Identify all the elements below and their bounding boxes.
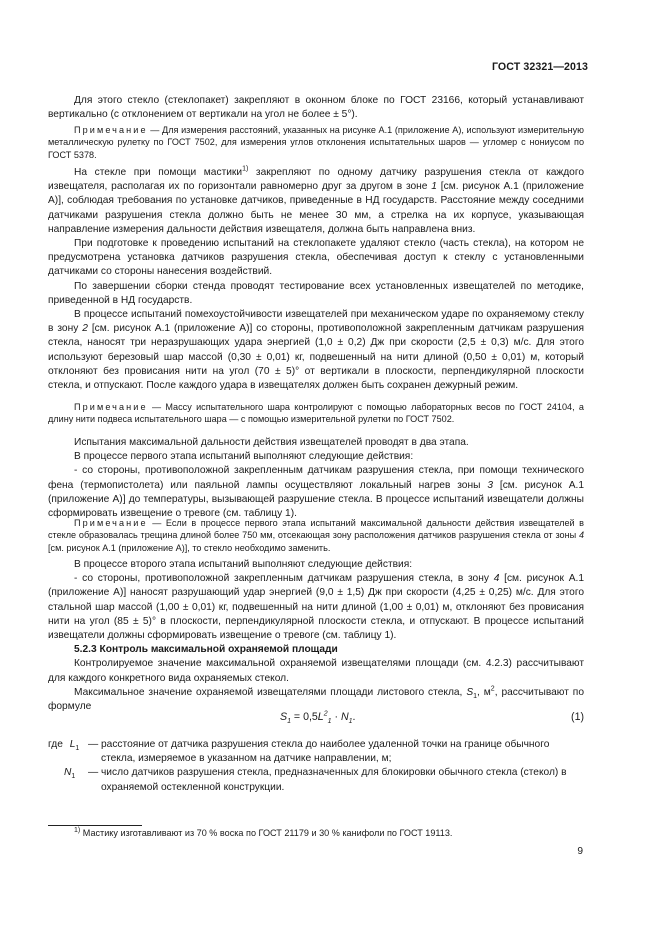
note-text: — Для измерения расстояний, указанных на рисунке А.1 (приложение А), используют измерительную металлическую рулетку по ГОСТ 7502, для измерения углов отклонения испытательных шаров — угломер с нониусом по ГОСТ 5378. — [48, 125, 584, 160]
section-body-2 — [48, 436, 584, 521]
note-mass — [48, 401, 584, 426]
note-crack: Примечание — Если в процессе первого этапа испытаний максимальной дальности действия извещателей в стекле образовалась трещина длиной более 750 мм, отсекающая зону расположения датчиков разрушения стекла от зоны 4 [см. рисунок А.1 (приложение А)], то стекло необходимо заменить. — [48, 518, 584, 553]
paragraph-sensors: На стекле при помощи мастики$^{1)}$ закрепляют по одному датчику разрушения стекла от каждого извещателя, располагая их по горизонтали равномерно друг за другом в зоне 1 [см. рисунок А.1 (приложение А)], соблюдая требования по установке датчиков, приведенные в НД государств. Расстояние между соседними датчиками разрушения стекла должно быть не менее 30 мм, а стрелка на их корпусе, указывающая направление измерения дальности действия извещателя, должна быть направлена вниз. — [48, 165, 584, 235]
paragraph-mounting: Для этого стекло (стеклопакет) закрепляют в оконном блоке по ГОСТ 23166, который устанавливают вертикально (с отклонением от вертикали на угол не более ± 5°). — [48, 95, 584, 121]
paragraph-stage1-intro: В процессе первого этапа испытаний выполняют следующие действия: — [74, 451, 414, 463]
paragraph-impact: В процессе испытаний помехоустойчивости извещателей при механическом ударе по охраняемому стеклу в зону 2 [см. рисунок А.1 (приложение А)] со стороны, противоположной закрепленным датчикам разрушения стекла, наносят три неразрушающих удара энергией (1,0 ± 0,2) Дж при скорости (2,5 ± 0,3) м/с. Для этого используют березовый шар массой (0,30 ± 0,01) кг, подвешенный на нити длиной (0,50 ± 0,01) м, который отклоняют без провисания нити на угол (70 ± 5)° от вертикали в плоскости, перпендикулярной плоскости стекла, и отпускают. После каждого удара в извещателях должен быть сохранен дежурный режим. — [48, 309, 584, 392]
paragraph-stage2-intro: В процессе второго этапа испытаний выполняют следующие действия: — [74, 559, 413, 570]
where-definitions — [48, 738, 584, 795]
paragraph-testing: По завершении сборки стенда проводят тестирование всех установленных извещателей по методике, приведенной в НД государств. — [48, 280, 584, 306]
note-label: Примечание — [74, 402, 148, 412]
note-measurement — [48, 124, 584, 161]
paragraph-area-control: Контролируемое значение максимальной охраняемой извещателями площади (см. 4.2.3) рассчитывают для каждого конкретного вида охраняемых стекол. — [48, 658, 584, 684]
zone-ref: 4 — [493, 573, 500, 585]
paragraph-stage2-action: - со стороны, противоположной закрепленным датчикам разрушения стекла, в зону 4 [см. рисунок А.1 (приложение А)] наносят разрушающий удар энергией (9,0 ± 1,5) Дж при скорости (4,25 ± 0,25) м/с. Для этого стальной шар массой (1,00 ± 0,01) кг, подвешенный на нити длиной (1,00 ± 0,01) м, отклоняют без провисания нити на угол (85 ± 5)° в плоскости, перпендикулярной плоскости стекла, и отпускают. В процессе испытаний извещатели должны сформировать извещение о тревоге (см. таблицу 1). — [48, 573, 584, 642]
zone-ref: 4 — [578, 530, 584, 541]
note-label: Примечание — [74, 518, 148, 528]
paragraph-preparation: При подготовке к проведению испытаний на стеклопакете удаляют стекло (часть стекла), на котором не предусмотрена установка датчиков разрушения стекла, обеспечивая доступ к стеклу с установленными датчиками со стороны нанесения воздействий. — [48, 238, 584, 278]
section-heading: 5.2.3 Контроль максимальной охраняемой площади — [74, 644, 338, 656]
note-text: — Массу испытательного шара контролируют с помощью лабораторных весов по ГОСТ 24104, а длину нити подвеса испытательного шара — с помощью измерительной рулетки по ГОСТ 7502. — [48, 402, 584, 425]
zone-ref: 1 — [431, 181, 437, 193]
paragraph-stages: Испытания максимальной дальности действия извещателей проводят в два этапа. — [74, 437, 469, 448]
footnote-divider — [48, 825, 142, 826]
paragraph-stage1-action: - со стороны, противоположной закрепленным датчикам разрушения стекла, при помощи технического фена (термопистолета) или паяльной лампы осуществляют локальный нагрев зоны 3 [см. рисунок А.1 (приложение А)] до температуры, вызывающей разрушение стекла. В процессе испытаний извещатели должны сформировать извещение о тревоге (см. таблицу 1). — [48, 465, 584, 520]
zone-ref: 2 — [82, 323, 88, 335]
footnote-ref: 1) — [242, 165, 249, 173]
formula-expression: $S_1 = 0,5L^2_1 \cdot N_1$. — [280, 710, 356, 726]
section-body-3 — [48, 558, 584, 714]
definition-N1: $N_1$ — число датчиков разрушения стекла, предназначенных для блокировки обычного стекла (стекол) в охраняемой остекленной конструкции. — [64, 767, 567, 793]
definition-L1: где $L_1$ — расстояние от датчика разрушения стекла до наиболее удаленной точки на границе обычного стекла, измеряемое в указанном на датчике направлении, м; — [48, 739, 550, 765]
footnote: $^{1)}$ Мастику изготавливают из 70 % воска по ГОСТ 21179 и 30 % канифоли по ГОСТ 19113. — [74, 826, 453, 838]
note-label: Примечание — [74, 125, 148, 135]
zone-ref: 3 — [487, 479, 493, 491]
page-number: 9 — [577, 846, 583, 857]
formula-number: (1) — [571, 711, 584, 723]
section-body-1 — [48, 166, 584, 393]
document-id-header: ГОСТ 32321—2013 — [491, 61, 588, 73]
paragraph-area-formula-intro: Максимальное значение охраняемой извещателями площади листового стекла, $S_1$, $м^2$, рассчитывают по формуле — [48, 685, 584, 713]
